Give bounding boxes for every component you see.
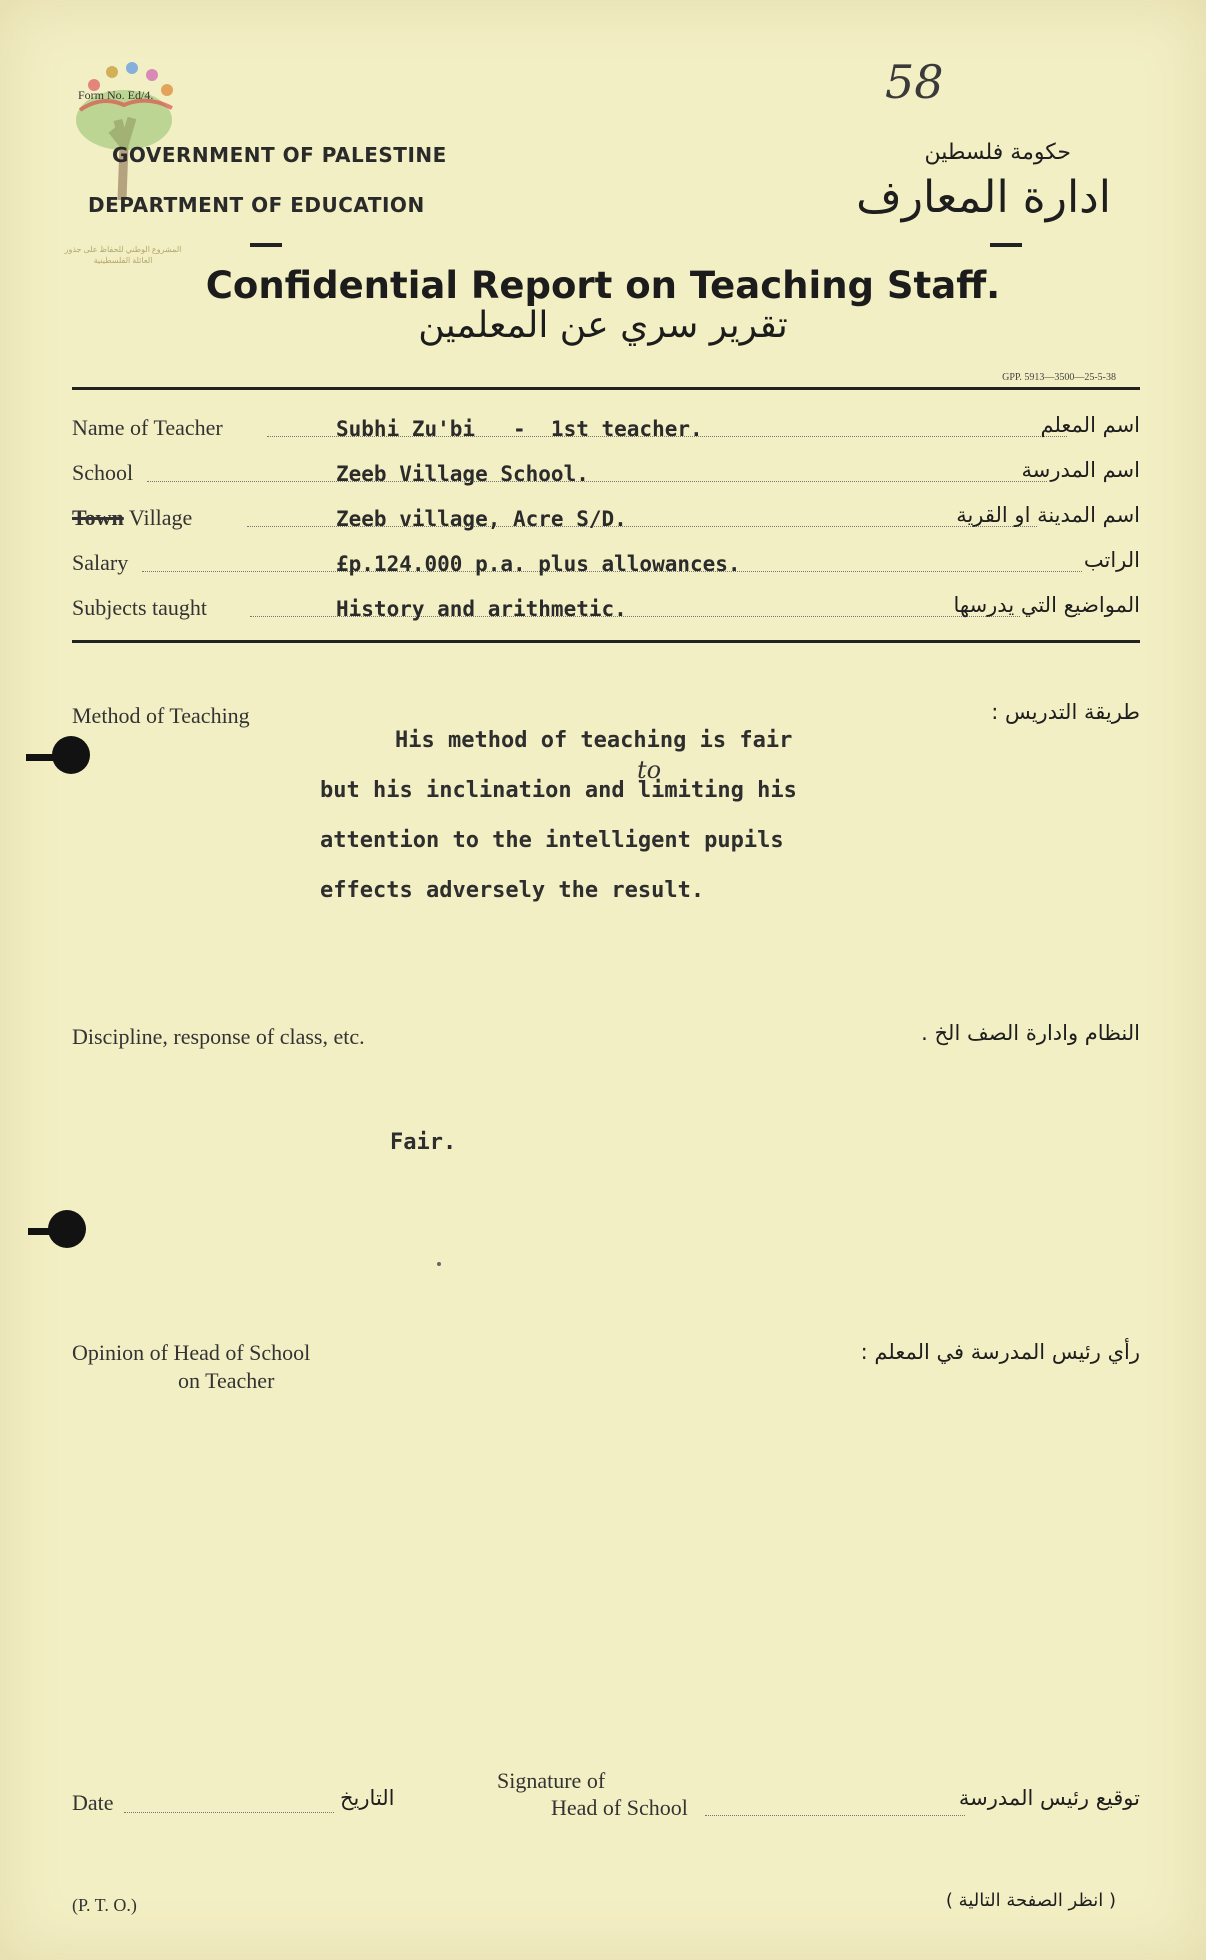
- punch-hole-tail: [26, 754, 56, 761]
- opinion-label-arabic: رأي رئيس المدرسة في المعلم :: [860, 1340, 1140, 1364]
- field-value: History and arithmetic.: [336, 597, 627, 621]
- field-teacher-name: [72, 415, 1140, 445]
- field-label: School: [72, 460, 134, 485]
- form-number: Form No. Ed/4.: [78, 88, 154, 102]
- divider-right: [990, 243, 1022, 247]
- handwritten-correction: to: [637, 756, 662, 784]
- field-value: Subhi Zu'bi - 1st teacher.: [336, 417, 703, 441]
- field-label-arabic: اسم المدينة او القرية: [956, 503, 1140, 527]
- field-value: Zeeb Village School.: [336, 462, 589, 486]
- report-title-arabic: تقرير سري عن المعلمين: [418, 305, 788, 346]
- date-label-arabic: التاريخ: [340, 1786, 395, 1810]
- signature-label-arabic: توقيع رئيس المدرسة: [958, 1786, 1140, 1810]
- pto-note: (P. T. O.): [72, 1895, 137, 1915]
- method-line: effects adversely the result.: [320, 878, 705, 903]
- punch-hole-top: [52, 736, 90, 774]
- divider-left: [250, 243, 282, 247]
- page-number-handwritten: 58: [885, 55, 944, 109]
- field-salary: [72, 550, 1140, 580]
- opinion-label-line2: on Teacher: [178, 1368, 275, 1393]
- discipline-value: Fair.: [390, 1130, 457, 1155]
- department-heading: DEPARTMENT OF EDUCATION: [88, 193, 425, 217]
- family-tree-logo: [72, 50, 182, 200]
- field-value: Zeeb village, Acre S/D.: [336, 507, 627, 531]
- top-rule: [72, 387, 1140, 390]
- signature-label-line2: Head of School: [551, 1795, 688, 1820]
- government-heading-arabic: حكومة فلسطين: [924, 140, 1071, 165]
- field-label: Salary: [72, 550, 129, 575]
- method-label-arabic: طريقة التدريس :: [991, 700, 1140, 724]
- field-label-arabic: المواضيع التي يدرسها: [953, 593, 1140, 617]
- method-label: Method of Teaching: [72, 703, 250, 728]
- field-village: [72, 505, 1140, 535]
- print-code: GPP. 5913—3500—25-5-38: [1002, 372, 1116, 383]
- signature-label: Signature of: [497, 1768, 606, 1793]
- date-label: Date: [72, 1790, 114, 1815]
- government-heading: GOVERNMENT OF PALESTINE: [112, 143, 447, 167]
- discipline-label-arabic: النظام وادارة الصف الخ .: [921, 1021, 1140, 1045]
- logo-watermark-text: المشروع الوطني للحفاظ على جذور العائلة الفلسطينية: [64, 245, 182, 265]
- punch-hole-tail: [28, 1228, 54, 1235]
- field-label-arabic: اسم المدرسة: [1021, 458, 1140, 482]
- opinion-label: Opinion of Head of School: [72, 1340, 311, 1365]
- field-label-arabic: الراتب: [1083, 548, 1140, 572]
- ink-speck: [437, 1262, 441, 1266]
- method-line: but his inclination and limiting his: [320, 778, 797, 803]
- method-line: attention to the intelligent pupils: [320, 828, 784, 853]
- field-label: Town Village: [72, 505, 193, 530]
- department-heading-arabic: ادارة المعارف: [856, 172, 1111, 223]
- method-text: [320, 728, 880, 928]
- field-school: [72, 460, 1140, 490]
- struck-label-text: Town: [72, 505, 124, 530]
- pto-note-arabic: ( انظر الصفحة التالية ): [945, 1890, 1116, 1911]
- section-rule: [72, 640, 1140, 643]
- report-title: Confidential Report on Teaching Staff.: [205, 264, 1001, 307]
- field-label: Subjects taught: [72, 595, 208, 620]
- field-value: £p.124.000 p.a. plus allowances.: [336, 552, 741, 576]
- field-label: Name of Teacher: [72, 415, 223, 440]
- field-subjects: [72, 595, 1140, 625]
- method-line: His method of teaching is fair: [395, 728, 793, 753]
- field-label-arabic: اسم المعلم: [1040, 413, 1140, 437]
- discipline-label: Discipline, response of class, etc.: [72, 1024, 365, 1049]
